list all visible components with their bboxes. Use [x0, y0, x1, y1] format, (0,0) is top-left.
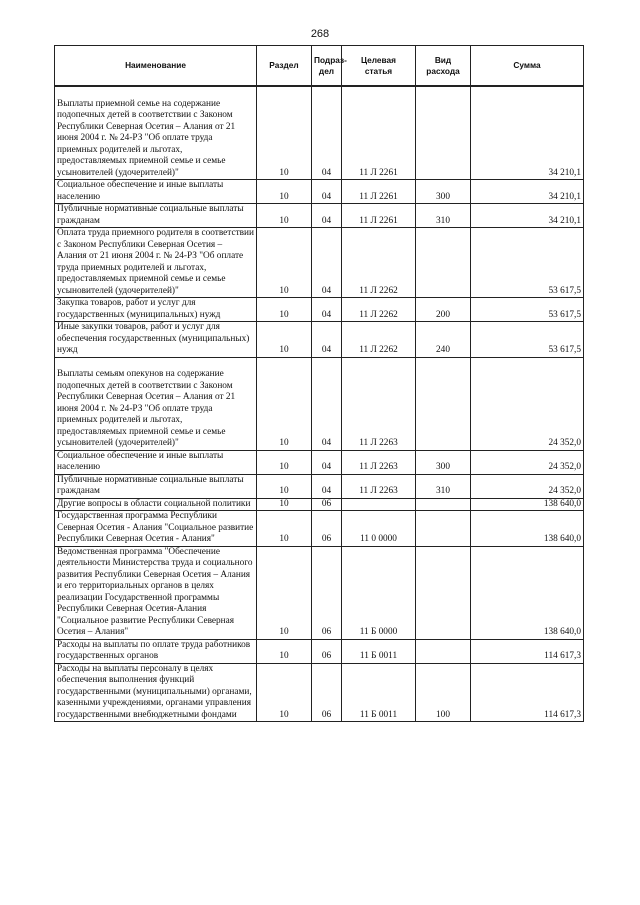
row-sum: 24 352,0: [471, 357, 584, 450]
row-subsection: 04: [312, 474, 342, 498]
row-name: Иные закупки товаров, работ и услуг для обеспечения государственных (муниципальных) нужд: [55, 322, 257, 358]
row-article: [342, 498, 416, 511]
row-article: 11 Л 2262: [342, 228, 416, 298]
row-kind: [416, 639, 471, 663]
row-kind: [416, 86, 471, 180]
header-sum: Сумма: [471, 46, 584, 87]
row-subsection: 04: [312, 322, 342, 358]
row-section: 10: [257, 474, 312, 498]
row-section: 10: [257, 180, 312, 204]
row-kind: [416, 228, 471, 298]
row-sum: 34 210,1: [471, 86, 584, 180]
row-name: Другие вопросы в области социальной политики: [55, 498, 257, 511]
row-article: 11 Л 2261: [342, 180, 416, 204]
table-row: [55, 298, 584, 322]
row-section: 10: [257, 498, 312, 511]
table-row: [55, 511, 584, 547]
row-kind: 100: [416, 663, 471, 722]
row-article: 11 Л 2263: [342, 450, 416, 474]
header-subsection: Подраз- дел: [312, 46, 342, 87]
row-section: 10: [257, 357, 312, 450]
row-sum: 138 640,0: [471, 546, 584, 639]
row-sum: 24 352,0: [471, 450, 584, 474]
row-subsection: 04: [312, 86, 342, 180]
row-subsection: 06: [312, 546, 342, 639]
row-kind: 300: [416, 180, 471, 204]
row-name: Выплаты семьям опекунов на содержание подопечных детей в соответствии с Законом Республики Северная Осетия – Алания от 21 июня 2004 г. № 24-РЗ "Об оплате труда приемных родителей и льготах, предоставляемых приемной семье и семье усыновителей (удочерителей)": [55, 357, 257, 450]
row-kind: 310: [416, 204, 471, 228]
row-article: 11 Л 2263: [342, 474, 416, 498]
table-row: [55, 663, 584, 722]
row-article: 11 Л 2262: [342, 298, 416, 322]
row-kind: 200: [416, 298, 471, 322]
header-section: Раздел: [257, 46, 312, 87]
row-name: Расходы на выплаты персоналу в целях обеспечения выполнения функций государственными (муниципальными) органами, казенными учреждениями, органами управления государственными внебюджетными фондами: [55, 663, 257, 722]
row-article: 11 Л 2263: [342, 357, 416, 450]
table-row: [55, 498, 584, 511]
row-article: 11 Л 2261: [342, 86, 416, 180]
row-section: 10: [257, 639, 312, 663]
row-name: Оплата труда приемного родителя в соответствии с Законом Республики Северная Осетия – Алания от 21 июня 2004 г. № 24-РЗ "Об оплате труда приемных родителей и льготах, предоставляемых приемной семье и семье усыновителей (удочерителей)": [55, 228, 257, 298]
row-name: Расходы на выплаты по оплате труда работников государственных органов: [55, 639, 257, 663]
row-subsection: 04: [312, 204, 342, 228]
row-sum: 53 617,5: [471, 228, 584, 298]
row-section: 10: [257, 86, 312, 180]
header-name: Наименование: [55, 46, 257, 87]
row-subsection: 06: [312, 498, 342, 511]
row-article: 11 Л 2262: [342, 322, 416, 358]
row-section: 10: [257, 228, 312, 298]
row-subsection: 04: [312, 180, 342, 204]
row-kind: 300: [416, 450, 471, 474]
row-sum: 34 210,1: [471, 204, 584, 228]
row-kind: 240: [416, 322, 471, 358]
table-row: [55, 450, 584, 474]
row-section: 10: [257, 511, 312, 547]
row-sum: 114 617,3: [471, 639, 584, 663]
row-subsection: 04: [312, 357, 342, 450]
header-article: Целевая статья: [342, 46, 416, 87]
header-row: [55, 46, 584, 87]
row-kind: [416, 511, 471, 547]
page-number: 268: [310, 28, 330, 40]
row-sum: 138 640,0: [471, 498, 584, 511]
row-section: 10: [257, 546, 312, 639]
table-header: [55, 46, 584, 87]
row-sum: 34 210,1: [471, 180, 584, 204]
table-row: [55, 546, 584, 639]
row-subsection: 04: [312, 228, 342, 298]
row-section: 10: [257, 450, 312, 474]
table-row: [55, 357, 584, 450]
row-name: Выплаты приемной семье на содержание подопечных детей в соответствии с Законом Республики Северная Осетия – Алания от 21 июня 2004 г. № 24-РЗ "Об оплате труда приемных родителей и льготах, предоставляемых приемной семье и семье усыновителей (удочерителей)": [55, 86, 257, 180]
row-name: Публичные нормативные социальные выплаты гражданам: [55, 474, 257, 498]
row-section: 10: [257, 298, 312, 322]
table-row: [55, 322, 584, 358]
row-kind: 310: [416, 474, 471, 498]
row-article: 11 Б 0011: [342, 663, 416, 722]
row-sum: 24 352,0: [471, 474, 584, 498]
row-subsection: 06: [312, 663, 342, 722]
row-sum: 53 617,5: [471, 298, 584, 322]
row-kind: [416, 546, 471, 639]
row-name: Социальное обеспечение и иные выплаты населению: [55, 450, 257, 474]
row-subsection: 06: [312, 639, 342, 663]
row-section: 10: [257, 663, 312, 722]
row-sum: 53 617,5: [471, 322, 584, 358]
row-subsection: 04: [312, 298, 342, 322]
row-name: Ведомственная программа "Обеспечение деятельности Министерства труда и социального развития Республики Северная Осетия – Алания и его территориальных органов в целях реализации Государственной программы Республики Северная Осетия-Алания "Социальное развитие Республики Северная Осетия – Алания": [55, 546, 257, 639]
table-row: [55, 180, 584, 204]
row-section: 10: [257, 322, 312, 358]
row-name: Государственная программа Республики Северная Осетия - Алания "Социальное развитие Республики Северная Осетия - Алания": [55, 511, 257, 547]
budget-table: [54, 45, 584, 722]
row-name: Закупка товаров, работ и услуг для государственных (муниципальных) нужд: [55, 298, 257, 322]
row-article: 11 0 0000: [342, 511, 416, 547]
row-name: Публичные нормативные социальные выплаты гражданам: [55, 204, 257, 228]
table-row: [55, 86, 584, 180]
header-kind: Вид расхода: [416, 46, 471, 87]
row-name: Социальное обеспечение и иные выплаты населению: [55, 180, 257, 204]
row-sum: 138 640,0: [471, 511, 584, 547]
table-body: [55, 86, 584, 722]
row-article: 11 Б 0011: [342, 639, 416, 663]
row-sum: 114 617,3: [471, 663, 584, 722]
table-row: [55, 474, 584, 498]
row-section: 10: [257, 204, 312, 228]
table-row: [55, 204, 584, 228]
row-subsection: 04: [312, 450, 342, 474]
table-row: [55, 228, 584, 298]
row-article: 11 Б 0000: [342, 546, 416, 639]
table-row: [55, 639, 584, 663]
row-kind: [416, 357, 471, 450]
row-article: 11 Л 2261: [342, 204, 416, 228]
row-subsection: 06: [312, 511, 342, 547]
row-kind: [416, 498, 471, 511]
